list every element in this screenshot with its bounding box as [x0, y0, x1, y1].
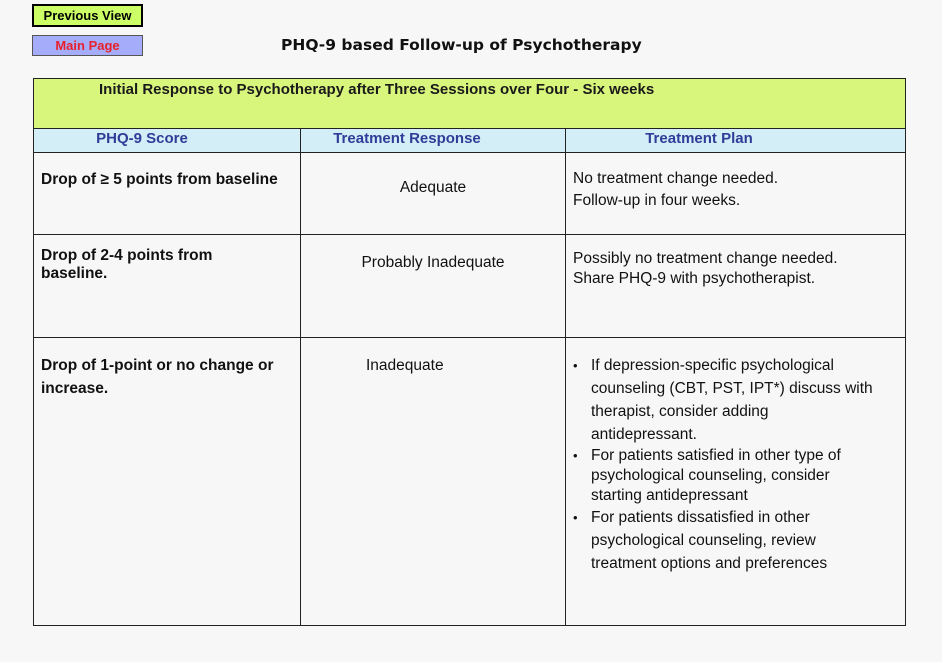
row1-plan-line: No treatment change needed. — [573, 170, 779, 187]
row-divider-1 — [33, 234, 906, 235]
table-border-bottom — [33, 625, 906, 626]
row3-plan — [573, 354, 873, 575]
row-divider-2 — [33, 337, 906, 338]
previous-view-button[interactable]: Previous View — [32, 4, 143, 27]
column-header-response: Treatment Response — [333, 130, 481, 147]
row2-response: Probably Inadequate — [361, 254, 505, 271]
row1-plan — [573, 168, 893, 212]
column-divider-1 — [300, 129, 301, 626]
table-border-right — [905, 153, 906, 626]
row1-score: Drop of ≥ 5 points from baseline — [41, 171, 278, 188]
row3-score: Drop of 1-point or no change or increase. — [41, 357, 274, 397]
row3-response: Inadequate — [366, 357, 444, 374]
column-header-row — [33, 129, 906, 153]
row2-plan-line: Possibly no treatment change needed. — [573, 250, 838, 267]
list-item: • For patients dissatisfied in other psychological counseling, review treatment options and preferences — [573, 506, 873, 575]
treatment-table — [33, 78, 906, 626]
row1-plan-line: Follow-up in four weeks. — [573, 192, 741, 209]
row1-response: Adequate — [399, 179, 467, 196]
page-title: PHQ-9 based Follow-up of Psychotherapy — [281, 36, 642, 54]
table-banner — [33, 78, 906, 129]
row2-plan-line: Share PHQ-9 with psychotherapist. — [573, 270, 816, 287]
main-page-button[interactable]: Main Page — [32, 35, 143, 56]
column-header-plan: Treatment Plan — [645, 130, 753, 147]
banner-title: Initial Response to Psychotherapy after Three Sessions over Four - Six weeks — [99, 81, 655, 98]
row2-score: Drop of 2-4 points from baseline. — [41, 247, 213, 282]
table-border-left — [33, 153, 34, 626]
column-divider-2 — [565, 129, 566, 626]
column-header-score: PHQ-9 Score — [96, 130, 188, 147]
list-item: • If depression-specific psychological counseling (CBT, PST, IPT*) discuss with therapist, consider adding antidepressant. — [573, 354, 873, 446]
row3-plan-list — [573, 354, 873, 575]
list-item: • For patients satisfied in other type of psychological counseling, consider starting antidepressant — [573, 446, 873, 506]
row2-plan — [573, 249, 898, 289]
